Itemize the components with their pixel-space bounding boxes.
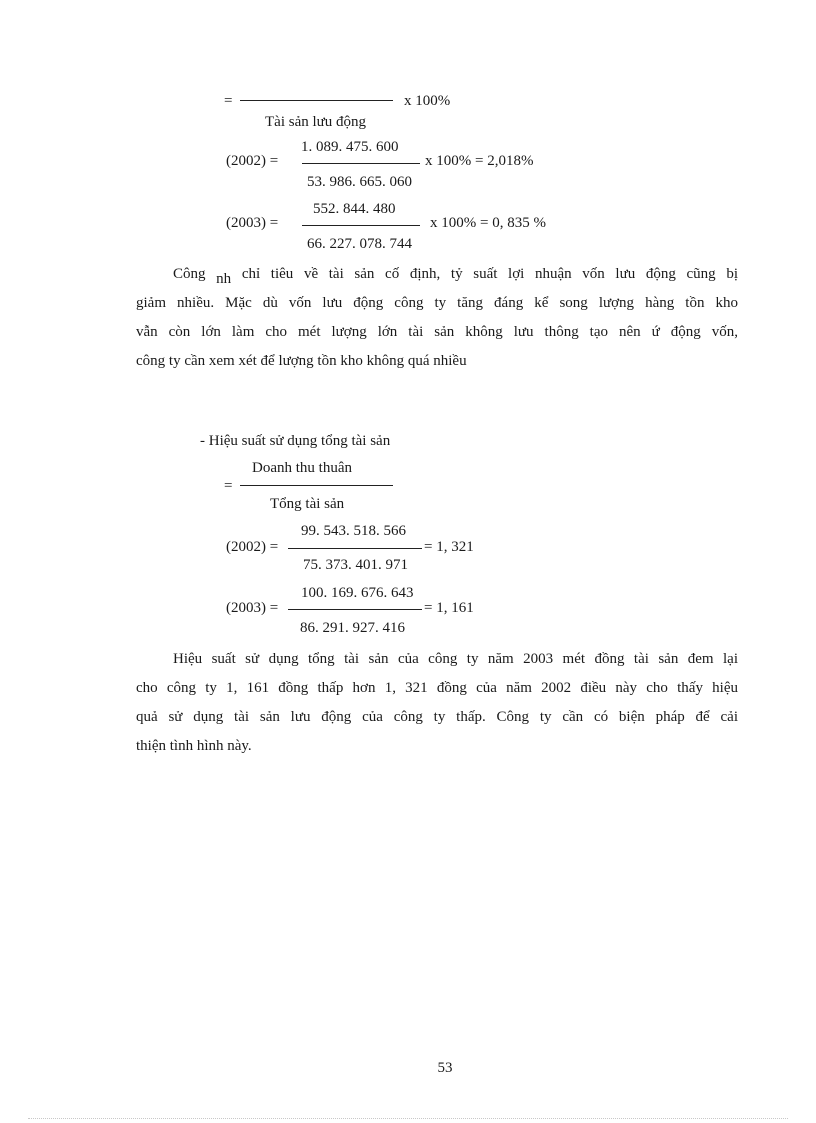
numerator-label: Doanh thu thuân — [252, 460, 352, 476]
denominator-2002: 53. 986. 665. 060 — [307, 174, 412, 190]
year-label-2002: (2002) = — [226, 153, 279, 169]
fraction-bar-2002 — [288, 548, 422, 549]
numerator-2002: 1. 089. 475. 600 — [301, 139, 399, 155]
page-number: 53 — [437, 1060, 453, 1076]
denominator-label: Tài sản lưu động — [265, 114, 367, 130]
paragraph-line: Công nh chỉ tiêu về tài sản cố định, tỷ suất lợi nhuận vốn lưu động cũng bị — [173, 266, 739, 287]
numerator-2003: 100. 169. 676. 643 — [301, 585, 414, 601]
denominator-label: Tổng tài sản — [270, 496, 345, 512]
denominator-2003: 66. 227. 078. 744 — [307, 236, 412, 252]
paragraph-line: quả sử dụng tài sản lưu động của công ty thấp. Công ty cần có biện pháp để cải — [136, 709, 738, 725]
result-2003: = 1, 161 — [424, 600, 474, 616]
equals-sign: = — [224, 478, 233, 494]
paragraph-line: giảm nhiều. Mặc dù vốn lưu động công ty tăng đáng kể song lượng hàng tồn kho — [136, 295, 738, 311]
paragraph-line: vẫn còn lớn làm cho mét lượng lớn tài sản không lưu thông tạo nên ứ động vốn, — [136, 324, 738, 340]
paragraph-total-assets — [136, 645, 738, 761]
footer-divider — [28, 1118, 788, 1119]
year-label-2003: (2003) = — [226, 600, 279, 616]
year-label-2002: (2002) = — [226, 539, 279, 555]
fraction-bar-2002 — [302, 163, 420, 164]
paragraph-line: công ty cần xem xét để lượng tồn kho không quá nhiều — [136, 353, 467, 369]
numerator-2003: 552. 844. 480 — [313, 201, 396, 217]
section-heading: - Hiệu suất sử dụng tổng tài sản — [200, 433, 391, 449]
fraction-bar — [240, 485, 393, 486]
fraction-bar — [240, 100, 393, 101]
paragraph-line: cho công ty 1, 161 đồng thấp hơn 1, 321 đồng của năm 2002 điều này cho thấy hiệu — [136, 680, 738, 696]
multiplier: x 100% — [404, 93, 451, 109]
paragraph-line: Hiệu suất sử dụng tổng tài sản của công ty năm 2003 mét đồng tài sản đem lại — [173, 651, 738, 667]
numerator-2002: 99. 543. 518. 566 — [301, 523, 406, 539]
result-2002: = 1, 321 — [424, 539, 474, 555]
denominator-2003: 86. 291. 927. 416 — [300, 620, 405, 636]
paragraph-current-assets — [136, 260, 738, 376]
fraction-bar-2003 — [288, 609, 422, 610]
year-label-2003: (2003) = — [226, 215, 279, 231]
equals-sign: = — [224, 93, 233, 109]
result-2002: x 100% = 2,018% — [425, 153, 534, 169]
denominator-2002: 75. 373. 401. 971 — [303, 557, 408, 573]
result-2003: x 100% = 0, 835 % — [430, 215, 546, 231]
paragraph-line: thiện tình hình này. — [136, 738, 252, 754]
fraction-bar-2003 — [302, 225, 420, 226]
